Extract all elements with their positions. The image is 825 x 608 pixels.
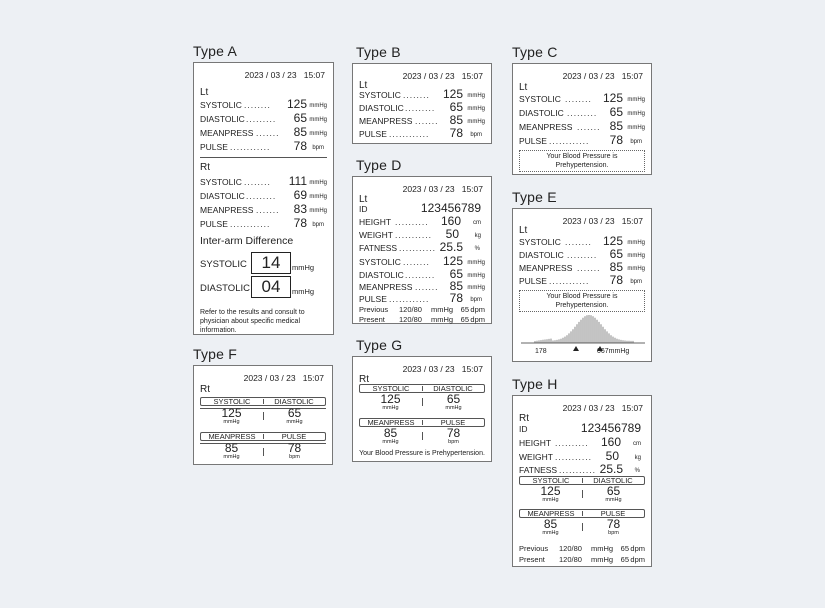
grid-header: MEANPRESS PULSE xyxy=(359,418,485,427)
present-row: Present 120/80 mmHg 65 dpm xyxy=(359,315,485,324)
type-g-title: Type G xyxy=(356,337,403,353)
receipt-type-h xyxy=(512,395,652,567)
bp-classification-text: Your Blood Pressure is Prehypertension. xyxy=(359,450,485,457)
systolic-row: SYSTOLIC ........ 125 mmHg xyxy=(359,254,485,268)
inter-arm-systolic-label: SYSTOLIC xyxy=(200,259,247,270)
meanpress-row: MEANPRESS ....... 85 mmHg xyxy=(519,119,645,133)
type-h-title: Type H xyxy=(512,376,558,392)
grid-header: MEANPRESS PULSE xyxy=(519,509,645,518)
weight-row: WEIGHT ........... 50 kg xyxy=(359,227,481,241)
systolic-row: SYSTOLIC ........ 125 mmHg xyxy=(200,97,327,111)
meanpress-row: MEANPRESS ....... 83 mmHg xyxy=(200,202,327,216)
pulse-row: PULSE ............ 78 bpm xyxy=(359,126,482,140)
grid-header: SYSTOLIC DIASTOLIC xyxy=(359,384,485,393)
meanpress-row: MEANPRESS ....... 85 mmHg xyxy=(359,113,485,127)
receipt-type-c xyxy=(512,63,652,175)
height-row: HEIGHT .......... 160 cm xyxy=(519,435,641,449)
diastolic-row: DIASTOLIC ......... 65 mmHg xyxy=(359,100,485,114)
grid-header: SYSTOLIC DIASTOLIC xyxy=(200,397,326,406)
systolic-row: SYSTOLIC ........ 111 mmHg xyxy=(200,174,327,188)
receipt-datetime: 2023 / 03 / 23 15:07 xyxy=(243,373,324,383)
inter-arm-diastolic-label: DIASTOLIC xyxy=(200,283,250,294)
systolic-row: SYSTOLIC ........ 125 mmHg xyxy=(519,234,645,248)
side-label: Lt xyxy=(200,87,209,98)
receipt-datetime: 2023 / 03 / 23 15:07 xyxy=(244,70,325,80)
bp-grid: SYSTOLIC DIASTOLIC 125 65 mmHg mmHg MEANPRESS PULSE 85 78 mmHg bpm xyxy=(200,397,326,463)
inter-arm-systolic-value: 14 xyxy=(251,252,291,274)
unit-mmhg: mmHg xyxy=(292,263,315,272)
side-label: Rt xyxy=(200,384,210,395)
pulse-row: PULSE ............ 78 bpm xyxy=(519,273,642,287)
diastolic-row: DIASTOLIC ......... 65 mmHg xyxy=(200,111,327,125)
receipt-type-g xyxy=(352,356,492,462)
fatness-row: FATNESS ........... 25.5 % xyxy=(359,240,480,254)
id-row: ID 123456789 xyxy=(519,421,641,435)
type-a-note: Refer to the results and consult to physician about specific medical information. xyxy=(200,309,305,334)
bp-grid: SYSTOLIC DIASTOLIC 125 65 mmHg mmHg MEANPRESS PULSE 85 78 mmHg bpm xyxy=(519,476,645,542)
inter-arm-diastolic-value: 04 xyxy=(251,276,291,298)
type-c-title: Type C xyxy=(512,44,558,60)
pulse-row: PULSE ............ 78 bpm xyxy=(359,291,482,305)
receipt-datetime: 2023 / 03 / 23 15:07 xyxy=(402,71,483,81)
receipt-type-b xyxy=(352,63,492,144)
inter-arm-title: Inter-arm Difference xyxy=(200,235,294,247)
present-row: Present 120/80 mmHg 65 dpm xyxy=(519,555,645,564)
bp-classification-box: Your Blood Pressure is Prehypertension. xyxy=(519,290,645,312)
meanpress-row: MEANPRESS ....... 85 mmHg xyxy=(359,279,485,293)
waveform-right-label: 067mmHg xyxy=(597,348,630,355)
receipt-type-d xyxy=(352,176,492,324)
side-label: Lt xyxy=(359,80,368,91)
divider xyxy=(200,157,327,158)
receipt-datetime: 2023 / 03 / 23 15:07 xyxy=(402,364,483,374)
bp-grid: SYSTOLIC DIASTOLIC 125 65 mmHg mmHg MEANPRESS PULSE 85 78 mmHg bpm xyxy=(359,384,485,450)
type-f-title: Type F xyxy=(193,346,237,362)
waveform-left-label: 178 xyxy=(535,348,547,355)
receipt-datetime: 2023 / 03 / 23 15:07 xyxy=(562,71,643,81)
receipt-type-a xyxy=(193,62,334,335)
type-e-title: Type E xyxy=(512,189,557,205)
side-label: Lt xyxy=(519,225,528,236)
pulse-row: PULSE ............ 78 bpm xyxy=(200,216,324,230)
receipt-datetime: 2023 / 03 / 23 15:07 xyxy=(402,184,483,194)
diastolic-row: DIASTOLIC ......... 69 mmHg xyxy=(200,188,327,202)
side-label: Rt xyxy=(200,162,210,173)
receipt-datetime: 2023 / 03 / 23 15:07 xyxy=(562,216,643,226)
receipt-type-e xyxy=(512,208,652,362)
unit-mmhg: mmHg xyxy=(292,287,315,296)
side-label: Rt xyxy=(359,374,369,385)
side-label: Lt xyxy=(359,194,368,205)
grid-header: MEANPRESS PULSE xyxy=(200,432,326,441)
meanpress-row: MEANPRESS ....... 85 mmHg xyxy=(519,260,645,274)
type-d-title: Type D xyxy=(356,157,402,173)
previous-row: Previous 120/80 mmHg 65 dpm xyxy=(359,305,485,314)
pulse-row: PULSE ............ 78 bpm xyxy=(200,139,324,153)
receipt-type-f xyxy=(193,365,333,465)
systolic-row: SYSTOLIC ........ 125 mmHg xyxy=(359,87,485,101)
grid-header: SYSTOLIC DIASTOLIC xyxy=(519,476,645,485)
systolic-marker-icon xyxy=(573,346,579,351)
diastolic-row: DIASTOLIC ......... 65 mmHg xyxy=(519,247,645,261)
pressure-waveform xyxy=(513,312,651,362)
pulse-row: PULSE ............ 78 bpm xyxy=(519,133,642,147)
id-row: ID 123456789 xyxy=(359,201,481,215)
side-label: Lt xyxy=(519,82,528,93)
meanpress-row: MEANPRESS ....... 85 mmHg xyxy=(200,125,327,139)
weight-row: WEIGHT ........... 50 kg xyxy=(519,449,641,463)
receipt-datetime: 2023 / 03 / 23 15:07 xyxy=(562,403,643,413)
side-label: Rt xyxy=(519,413,529,424)
diastolic-row: DIASTOLIC ......... 65 mmHg xyxy=(519,105,645,119)
previous-row: Previous 120/80 mmHg 65 dpm xyxy=(519,544,645,553)
systolic-row: SYSTOLIC ........ 125 mmHg xyxy=(519,91,645,105)
height-row: HEIGHT .......... 160 cm xyxy=(359,214,481,228)
fatness-row: FATNESS ........... 25.5 % xyxy=(519,462,640,476)
type-b-title: Type B xyxy=(356,44,401,60)
diastolic-row: DIASTOLIC ......... 65 mmHg xyxy=(359,267,485,281)
bp-classification-box: Your Blood Pressure is Prehypertension. xyxy=(519,150,645,172)
type-a-title: Type A xyxy=(193,43,238,59)
